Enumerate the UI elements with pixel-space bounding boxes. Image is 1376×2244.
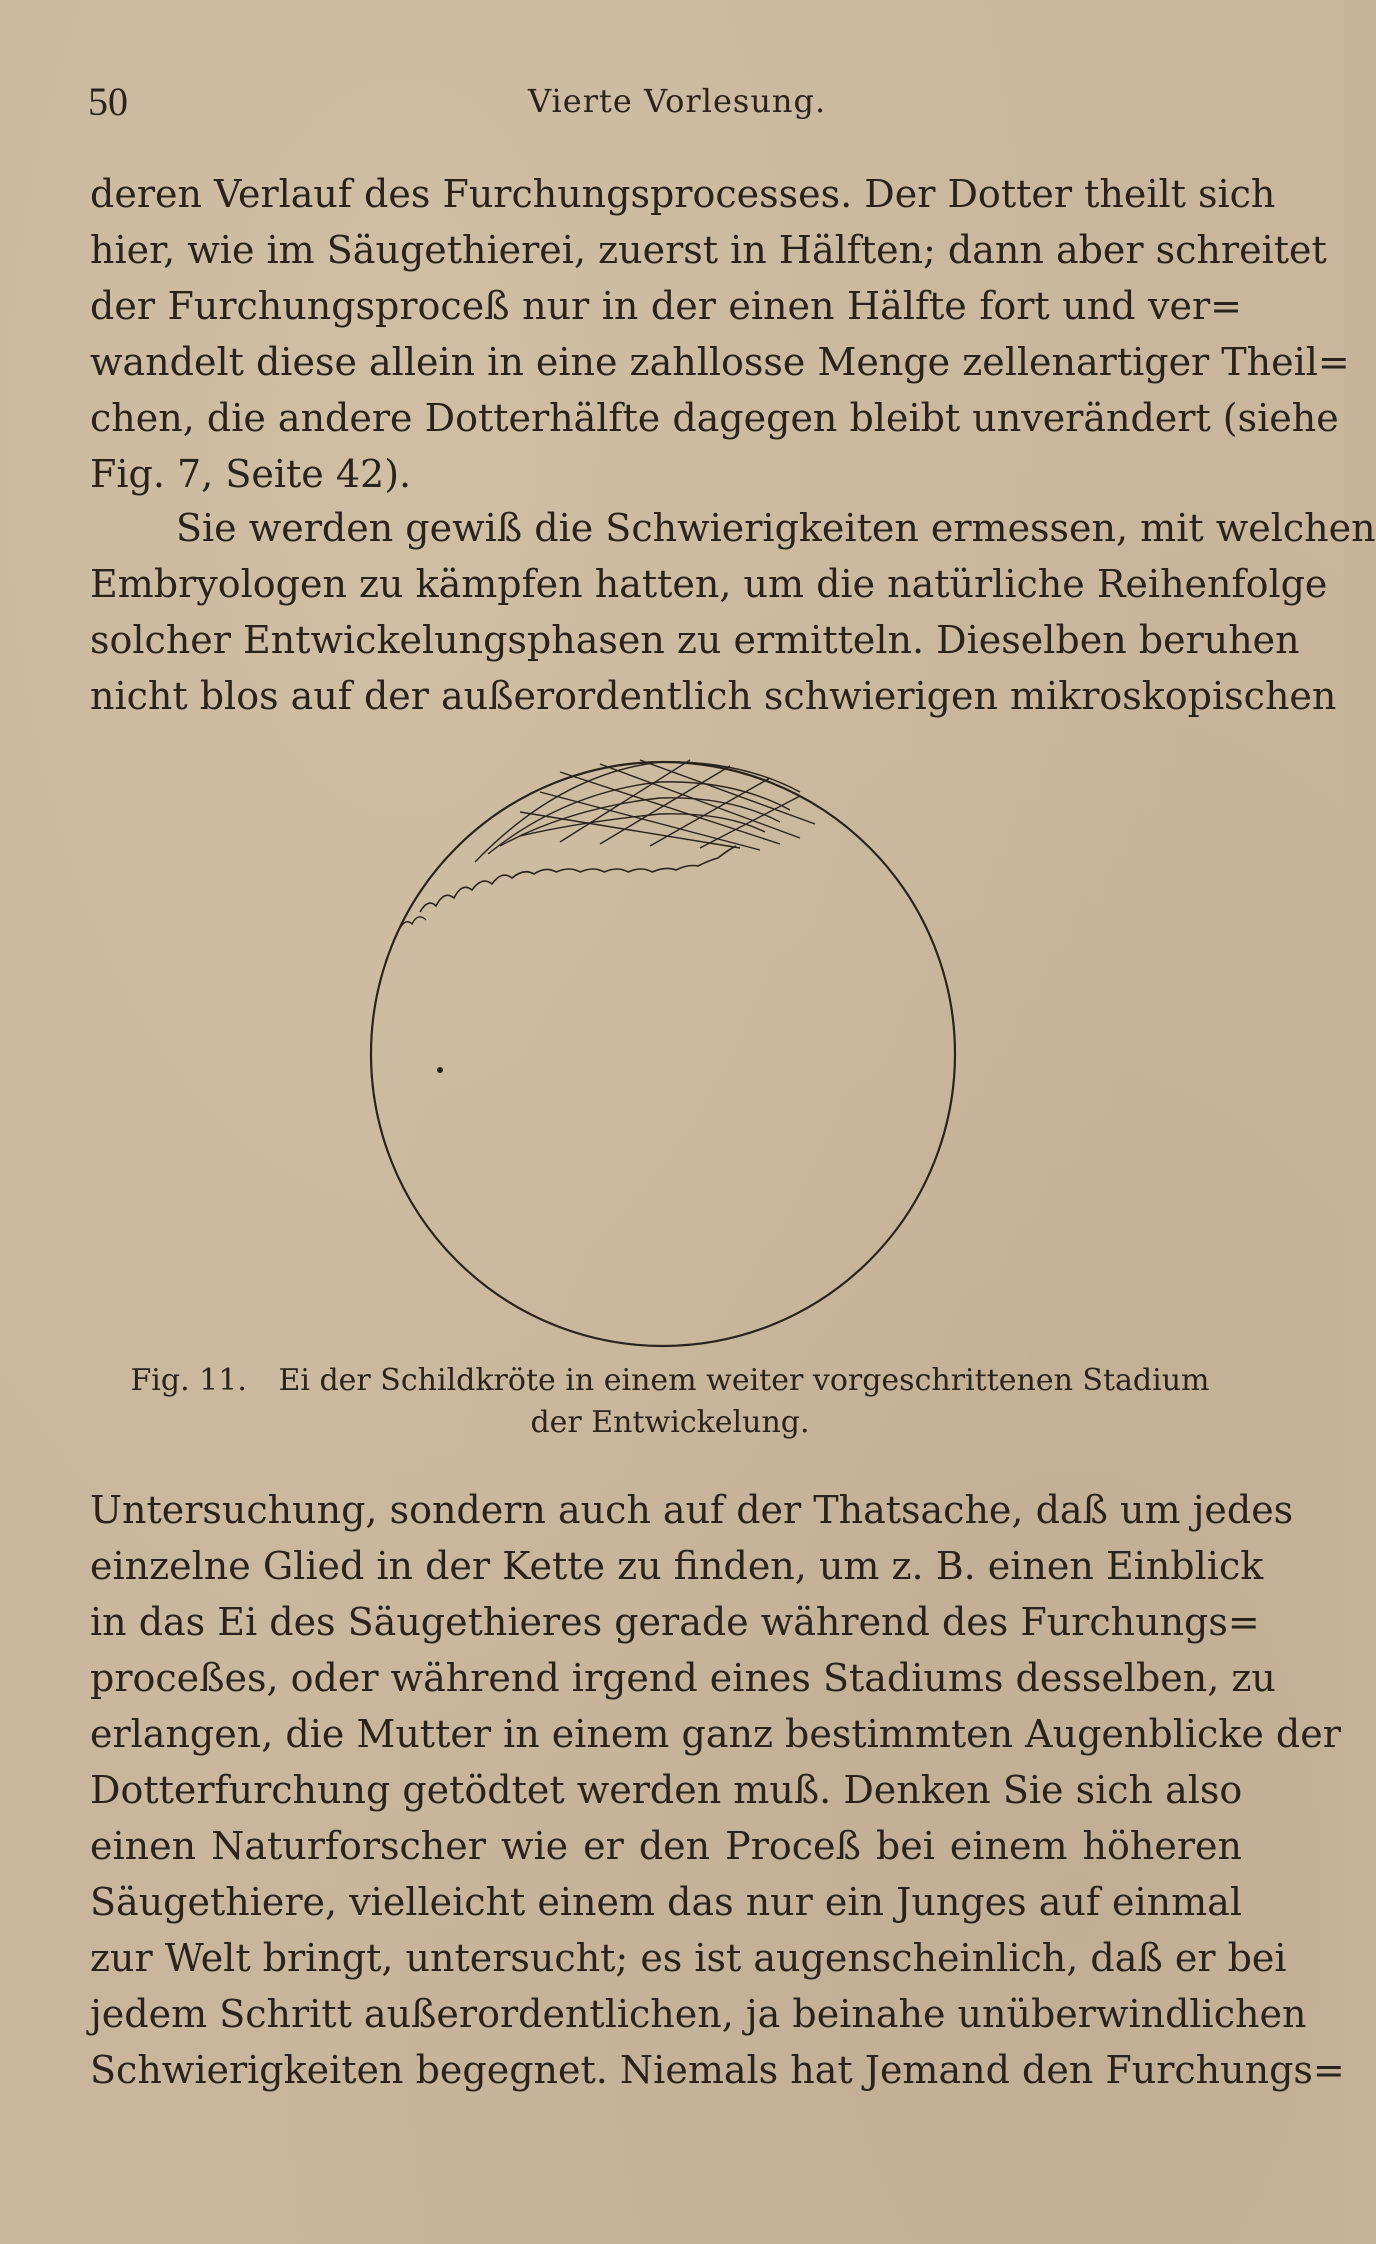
text-line: chen, die andere Dotterhälfte dagegen bleibt unverändert (siehe — [90, 396, 1339, 440]
text-line: Schwierigkeiten begegnet. Niemals hat Jemand den Furchungs= — [90, 2048, 1345, 2092]
text-line: der Furchungsproceß nur in der einen Hälfte fort und ver= — [90, 284, 1242, 328]
running-title: Vierte Vorlesung. — [528, 82, 827, 120]
disc-scalloped-edge — [420, 846, 736, 912]
page-number: 50 — [88, 79, 128, 124]
caption-line-2: der Entwickelung. — [530, 1405, 810, 1440]
text-line: Untersuchung, sondern auch auf der Thatsache, daß um jedes — [90, 1488, 1294, 1532]
text-line: proceßes, oder während irgend eines Stadiums desselben, zu — [90, 1656, 1276, 1700]
paragraph-1 — [90, 166, 1350, 502]
text-line: Embryologen zu kämpfen hatten, um die natürliche Reihenfolge — [90, 562, 1328, 606]
egg-outline — [371, 762, 955, 1346]
text-line: solcher Entwickelungsphasen zu ermitteln. Dieselben beruhen — [90, 618, 1300, 662]
text-line: jedem Schritt außerordentlichen, ja beinahe unüberwindlichen — [90, 1992, 1307, 2036]
text-line: einzelne Glied in der Kette zu finden, um z. B. einen Einblick — [90, 1544, 1264, 1588]
paragraph-3 — [90, 1482, 1345, 2098]
caption-text-1: Ei der Schildkröte in einem weiter vorgeschrittenen Stadium — [278, 1363, 1210, 1398]
text-line: einen Naturforscher wie er den Proceß bei einem höheren — [90, 1824, 1242, 1868]
figure-turtle-egg — [360, 752, 980, 1352]
text-line: Dotterfurchung getödtet werden muß. Denken Sie sich also — [90, 1768, 1243, 1812]
text-line: nicht blos auf der außerordentlich schwierigen mikroskopischen — [90, 674, 1337, 718]
turtle-egg-illustration-icon — [360, 752, 980, 1352]
text-line: hier, wie im Säugethierei, zuerst in Hälften; dann aber schreitet — [90, 228, 1327, 272]
egg-speck — [437, 1067, 443, 1073]
text-line: wandelt diese allein in eine zahllosse Menge zellenartiger Theil= — [90, 340, 1350, 384]
figure-caption — [110, 1360, 1230, 1444]
text-line: in das Ei des Säugethieres gerade während des Furchungs= — [90, 1600, 1260, 1644]
text-line: erlangen, die Mutter in einem ganz bestimmten Augenblicke der — [90, 1712, 1341, 1756]
germinal-disc-hatching — [475, 760, 815, 862]
page-header — [88, 78, 1248, 128]
text-line: deren Verlauf des Furchungsprocesses. Der Dotter theilt sich — [90, 172, 1276, 216]
figure-label: Fig. 11. — [130, 1363, 247, 1398]
text-line: Säugethiere, vielleicht einem das nur ein Junges auf einmal — [90, 1880, 1242, 1924]
paragraph-2 — [90, 500, 1376, 724]
text-line: Fig. 7, Seite 42). — [90, 452, 412, 496]
text-line: zur Welt bringt, untersucht; es ist augenscheinlich, daß er bei — [90, 1936, 1287, 1980]
text-line: Sie werden gewiß die Schwierigkeiten ermessen, mit welchen — [176, 506, 1376, 550]
caption-line-1 — [110, 1360, 1230, 1402]
